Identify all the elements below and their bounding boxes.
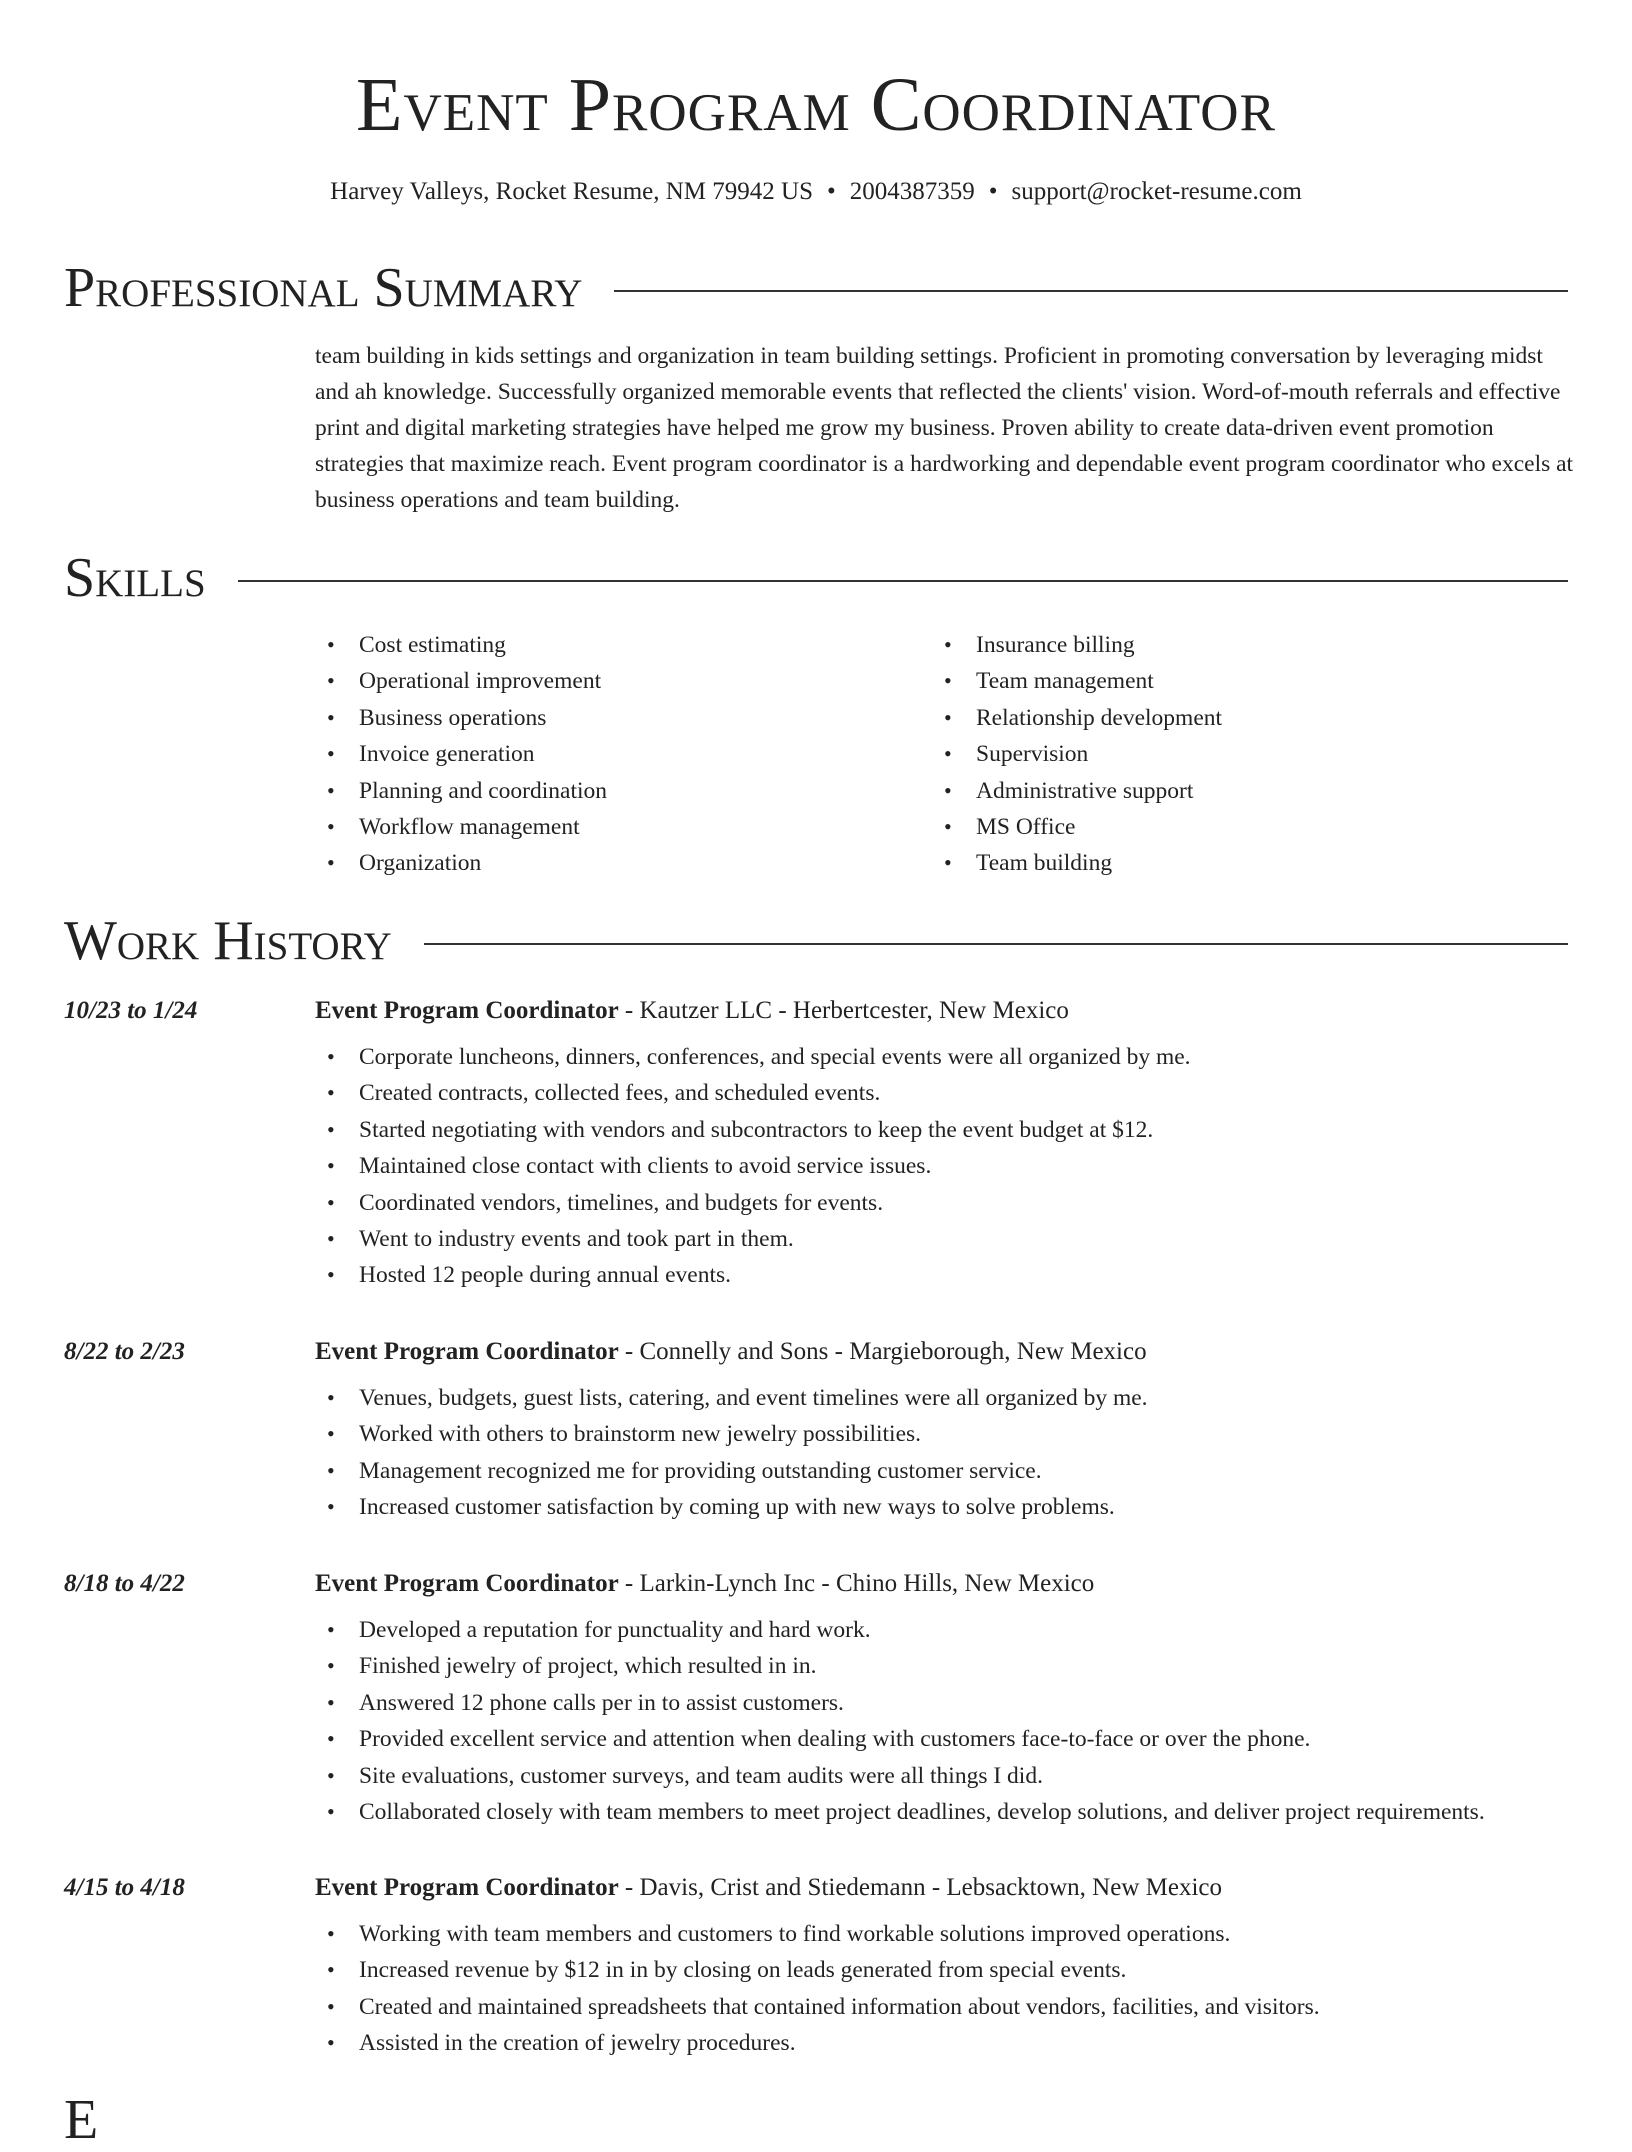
skill-item: • Operational improvement xyxy=(315,663,915,699)
job-bullet: • Site evaluations, customer surveys, and team audits were all things I did. xyxy=(315,1758,1485,1794)
next-section-heading xyxy=(64,2088,1568,2152)
job-bullet: • Management recognized me for providing outstanding customer service. xyxy=(315,1453,1148,1489)
job-company: - Kautzer LLC - Herbertcester, New Mexico xyxy=(618,997,1069,1024)
skills-list-right xyxy=(932,627,1532,882)
skills-heading xyxy=(64,546,1568,610)
job-bullet: • Working with team members and customers to find workable solutions improved operations. xyxy=(315,1916,1320,1952)
job-bullet: • Coordinated vendors, timelines, and budgets for events. xyxy=(315,1185,1191,1221)
skill-item: • Relationship development xyxy=(932,700,1532,736)
job-bullet: • Finished jewelry of project, which resulted in in. xyxy=(315,1648,1485,1684)
phone-text: 2004387359 xyxy=(849,178,975,205)
skill-item: • Invoice generation xyxy=(315,736,915,772)
job-heading xyxy=(315,1334,1147,1370)
job-bullet: • Started negotiating with vendors and subcontractors to keep the event budget at $12. xyxy=(315,1112,1191,1148)
skill-item: • Supervision xyxy=(932,736,1532,772)
job-heading xyxy=(315,993,1069,1029)
job-bullets xyxy=(315,1039,1191,1294)
next-section-heading-text: E xyxy=(64,2089,99,2151)
skill-item: • MS Office xyxy=(932,809,1532,845)
job-bullet: • Increased customer satisfaction by coming up with new ways to solve problems. xyxy=(315,1489,1148,1525)
job-title: Event Program Coordinator xyxy=(315,1570,619,1597)
candidate-name: Event Program Coordinator xyxy=(356,63,1276,147)
job-bullet: • Collaborated closely with team members to meet project deadlines, develop solutions, and deliver project requirements. xyxy=(315,1794,1485,1830)
work-history-heading xyxy=(64,909,1568,973)
skill-item: • Cost estimating xyxy=(315,627,915,663)
skill-item: • Insurance billing xyxy=(932,627,1532,663)
job-bullets xyxy=(315,1612,1485,1830)
job-dates: 4/15 to 4/18 xyxy=(64,1874,185,1901)
skill-item: • Team management xyxy=(932,663,1532,699)
job-dates: 8/18 to 4/22 xyxy=(64,1570,185,1597)
job-company: - Davis, Crist and Stiedemann - Lebsacktown, New Mexico xyxy=(618,1874,1223,1901)
job-dates: 8/22 to 2/23 xyxy=(64,1338,185,1365)
job-title: Event Program Coordinator xyxy=(315,997,619,1024)
job-bullet: • Created and maintained spreadsheets that contained information about vendors, facilities, and visitors. xyxy=(315,1989,1320,2025)
summary-heading xyxy=(64,256,1568,320)
section-divider xyxy=(614,290,1568,292)
section-divider xyxy=(238,580,1568,582)
summary-heading-text: Professional Summary xyxy=(64,257,583,319)
job-bullets xyxy=(315,1916,1320,2062)
address-text: Harvey Valleys, Rocket Resume, NM 79942 US xyxy=(330,178,813,205)
job-title: Event Program Coordinator xyxy=(315,1874,619,1901)
job-bullet: • Worked with others to brainstorm new jewelry possibilities. xyxy=(315,1416,1148,1452)
skill-item: • Administrative support xyxy=(932,773,1532,809)
job-bullet: • Provided excellent service and attention when dealing with customers face-to-face or over the phone. xyxy=(315,1721,1485,1757)
skill-item: • Organization xyxy=(315,845,915,881)
job-dates: 10/23 to 1/24 xyxy=(64,997,198,1024)
job-heading xyxy=(315,1566,1094,1602)
contact-line xyxy=(0,174,1632,210)
skills-list-left xyxy=(315,627,915,882)
job-bullet: • Hosted 12 people during annual events. xyxy=(315,1257,1191,1293)
skill-item: • Planning and coordination xyxy=(315,773,915,809)
job-company: - Larkin-Lynch Inc - Chino Hills, New Mexico xyxy=(618,1570,1095,1597)
job-heading xyxy=(315,1870,1222,1906)
section-divider xyxy=(424,943,1568,945)
separator-dot: • xyxy=(988,178,998,205)
job-bullet: • Created contracts, collected fees, and scheduled events. xyxy=(315,1075,1191,1111)
job-bullet: • Answered 12 phone calls per in to assist customers. xyxy=(315,1685,1485,1721)
skill-item: • Workflow management xyxy=(315,809,915,845)
job-bullet: • Developed a reputation for punctuality and hard work. xyxy=(315,1612,1485,1648)
job-bullet: • Assisted in the creation of jewelry procedures. xyxy=(315,2025,1320,2061)
job-bullet: • Venues, budgets, guest lists, catering, and event timelines were all organized by me. xyxy=(315,1380,1148,1416)
summary-paragraph: team building in kids settings and organization in team building settings. Proficient in promoting conversation by leveraging midst and ah knowledge. Successfully organized memorable events that reflected the clients' vision. Word-of-mouth referrals and effective print and digital marketing strategies have helped me grow my business. Proven ability to create data-driven event promotion strategies that maximize reach. Event program coordinator is a hardworking and dependable event program coordinator who excels at business operations and team building. xyxy=(315,343,1574,513)
job-bullet: • Went to industry events and took part in them. xyxy=(315,1221,1191,1257)
skill-item: • Business operations xyxy=(315,700,915,736)
job-bullets xyxy=(315,1380,1148,1526)
job-company: - Connelly and Sons - Margieborough, New Mexico xyxy=(618,1338,1147,1365)
separator-dot: • xyxy=(826,178,836,205)
skills-heading-text: Skills xyxy=(64,547,206,609)
skill-item: • Team building xyxy=(932,845,1532,881)
email-text: support@rocket-resume.com xyxy=(1011,178,1302,205)
job-bullet: • Maintained close contact with clients to avoid service issues. xyxy=(315,1148,1191,1184)
job-title: Event Program Coordinator xyxy=(315,1338,619,1365)
work-history-heading-text: Work History xyxy=(64,910,392,972)
job-bullet: • Increased revenue by $12 in in by closing on leads generated from special events. xyxy=(315,1952,1320,1988)
job-bullet: • Corporate luncheons, dinners, conferences, and special events were all organized by me. xyxy=(315,1039,1191,1075)
